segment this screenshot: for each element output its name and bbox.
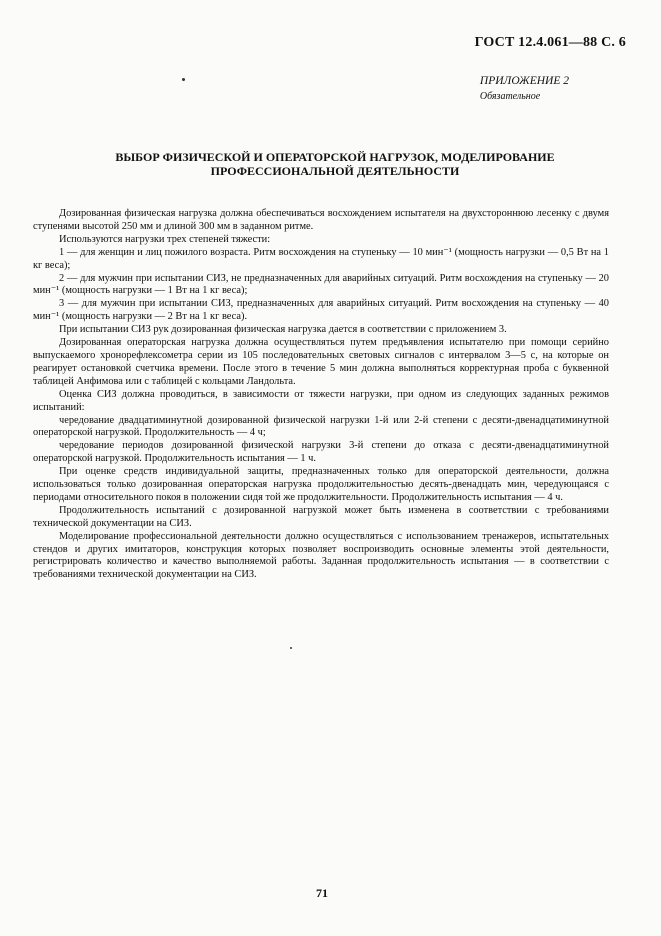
appendix-block <box>480 74 569 104</box>
paragraph: Дозированная физическая нагрузка должна обеспечиваться восхождением испытателя на двухстороннюю лесенку с двумя ступенями высотой 250 мм и длиной 300 мм в заданном ритме. <box>33 208 609 232</box>
title-line-2: ПРОФЕССИОНАЛЬНОЙ ДЕЯТЕЛЬНОСТИ <box>210 164 460 178</box>
paragraph: 1 — для женщин и лиц пожилого возраста. Ритм восхождения на ступеньку — 10 мин⁻¹ (мощность нагрузки — 0,5 Вт на 1 кг веса); <box>33 246 609 271</box>
document-header: ГОСТ 12.4.061—88 С. 6 <box>474 35 626 50</box>
scan-speck <box>182 78 185 81</box>
appendix-label: ПРИЛОЖЕНИЕ 2 <box>479 75 569 87</box>
paragraph: Дозированная операторская нагрузка должна осуществляться путем предъявления испытателю при помощи серийно выпускаемого хронорефлексометра серии из 105 последовательных световых сигналов с интервалом 3—5 с, на которые он реагирует остановкой счетчика времени. После этого в течение 5 мин должна выполняться корректурная проба с буквенной таблицей Анфимова или с таблицей с кольцами Ландольта. <box>33 337 609 387</box>
page-title <box>90 150 580 178</box>
paragraph: Моделирование профессиональной деятельности должно осуществляться с использованием тренажеров, испытательных стендов и других имитаторов, конструкция которых позволяет воспроизводить основные элементы этой деятельности, регистрировать количество и качество выполняемой работы. Заданная продолжительность испытания — в соответствии с требованиями технической документации на СИЗ. <box>33 530 609 581</box>
paragraph: чередование периодов дозированной физической нагрузки 3-й степени до отказа с десяти-двенадцатиминутной операторской нагрузкой. Продолжительность испытания — 1 ч. <box>33 440 609 465</box>
paragraph: При испытании СИЗ рук дозированная физическая нагрузка дается в соответствии с приложением 3. <box>59 324 507 336</box>
paragraph: Оценка СИЗ должна проводиться, в зависимости от тяжести нагрузки, при одном из следующих заданных режимов испытаний: <box>33 388 609 413</box>
paragraph: Продолжительность испытаний с дозированной нагрузкой может быть изменена в соответствии с требованиями технической документации на СИЗ. <box>33 504 609 529</box>
paragraph: При оценке средств индивидуальной защиты, предназначенных только для операторской деятельности, должна использоваться только дозированная операторская нагрузка продолжительностью десять-двенадцать мин, чередующаяся с периодами относительного покоя в положении сидя той же продолжительности. Продолжительность испытания — 4 ч. <box>33 466 609 503</box>
paragraph: Используются нагрузки трех степеней тяжести: <box>59 233 271 245</box>
body-text <box>33 208 609 582</box>
paragraph: 3 — для мужчин при испытании СИЗ, предназначенных для аварийных ситуаций. Ритм восхождения на ступеньку — 40 мин⁻¹ (мощность нагрузки — 2 Вт на 1 кг веса). <box>33 298 609 323</box>
page-number: 71 <box>316 886 328 900</box>
scan-speck <box>290 647 292 649</box>
title-line-1: ВЫБОР ФИЗИЧЕСКОЙ И ОПЕРАТОРСКОЙ НАГРУЗОК, МОДЕЛИРОВАНИЕ <box>115 150 555 164</box>
paragraph: 2 — для мужчин при испытании СИЗ, не предназначенных для аварийных ситуаций. Ритм восхождения на ступеньку — 20 мин⁻¹ (мощность нагрузки — 1 Вт на 1 кг веса); <box>33 272 609 297</box>
appendix-status: Обязательное <box>479 91 541 102</box>
paragraph: чередование двадцатиминутной дозированной физической нагрузки 1-й или 2-й степени с десяти-двенадцатиминутной операторской нагрузкой. Продолжительность — 4 ч; <box>33 414 609 439</box>
